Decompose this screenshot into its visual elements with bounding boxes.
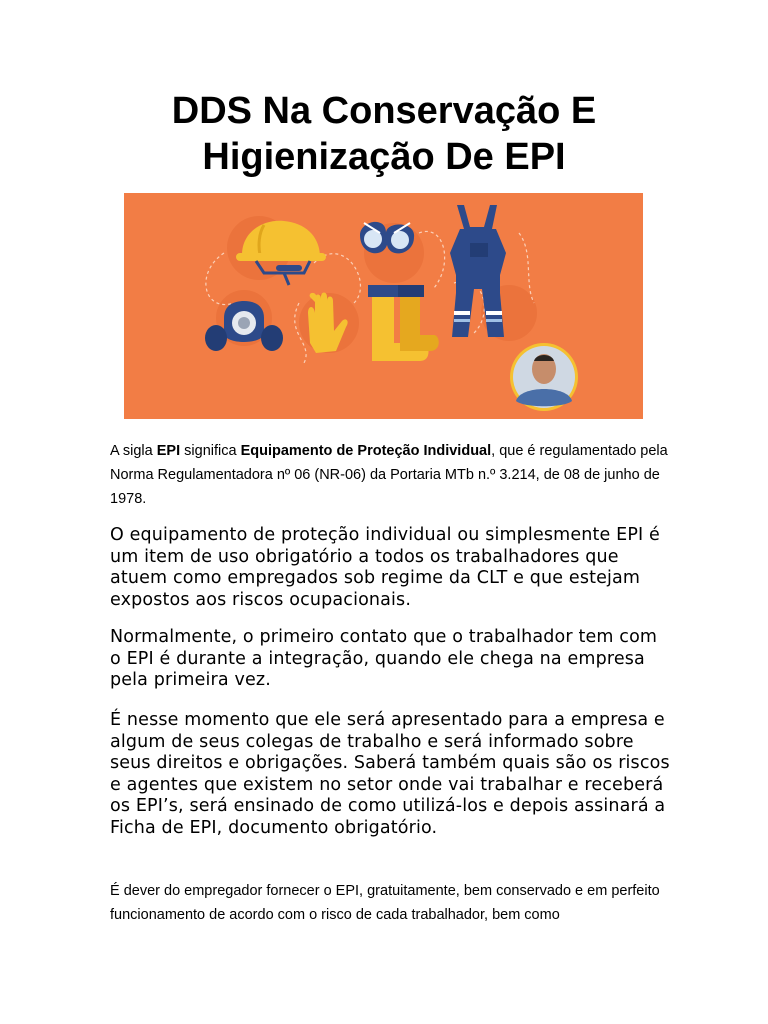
p1-text-2: significa	[180, 443, 241, 459]
p1-text-1: A sigla	[110, 443, 157, 459]
title-line-1: DDS Na Conservação E	[171, 90, 597, 132]
paragraph-epi-definition	[110, 439, 670, 511]
p1-bold-term: Equipamento de Proteção Individual	[240, 443, 492, 459]
p1-bold-epi: EPI	[156, 443, 181, 459]
paragraph-epi-mandatory: O equipamento de proteção individual ou simplesmente EPI é um item de uso obrigatório a todos os trabalhadores que atuem como empregados sob regime da CLT e que estejam expostos aos riscos ocupacionais.	[110, 525, 660, 610]
page-title	[60, 88, 708, 180]
paragraph-first-contact: Normalmente, o primeiro contato que o trabalhador tem com o EPI é durante a integração, quando ele chega na empresa pela primeira vez.	[110, 627, 658, 690]
epi-banner-image	[124, 193, 643, 419]
paragraph-integration: É nesse momento que ele será apresentado para a empresa e algum de seus colegas de trabalho e será informado sobre seus direitos e obrigações. Saberá também quais são os riscos e agentes que existem no setor onde vai trabalhar e receberá os EPI’s, será ensinado de como utilizá-los e depois assinará a Ficha de EPI, documento obrigatório.	[110, 710, 670, 838]
author-avatar	[510, 343, 578, 411]
title-line-2: Higienização De EPI	[202, 136, 566, 178]
epi-illustration	[124, 193, 643, 419]
p1-text-3: , que é regulamentado pela Norma Regulamentadora nº 06 (NR-06) da Portaria MTb n.º 3.214, de 08 de junho de 1978.	[110, 443, 668, 507]
paragraph-employer-duty: É dever do empregador fornecer o EPI, gratuitamente, bem conservado e em perfeito funcionamento de acordo com o risco de cada trabalhador, bem como	[110, 883, 660, 923]
